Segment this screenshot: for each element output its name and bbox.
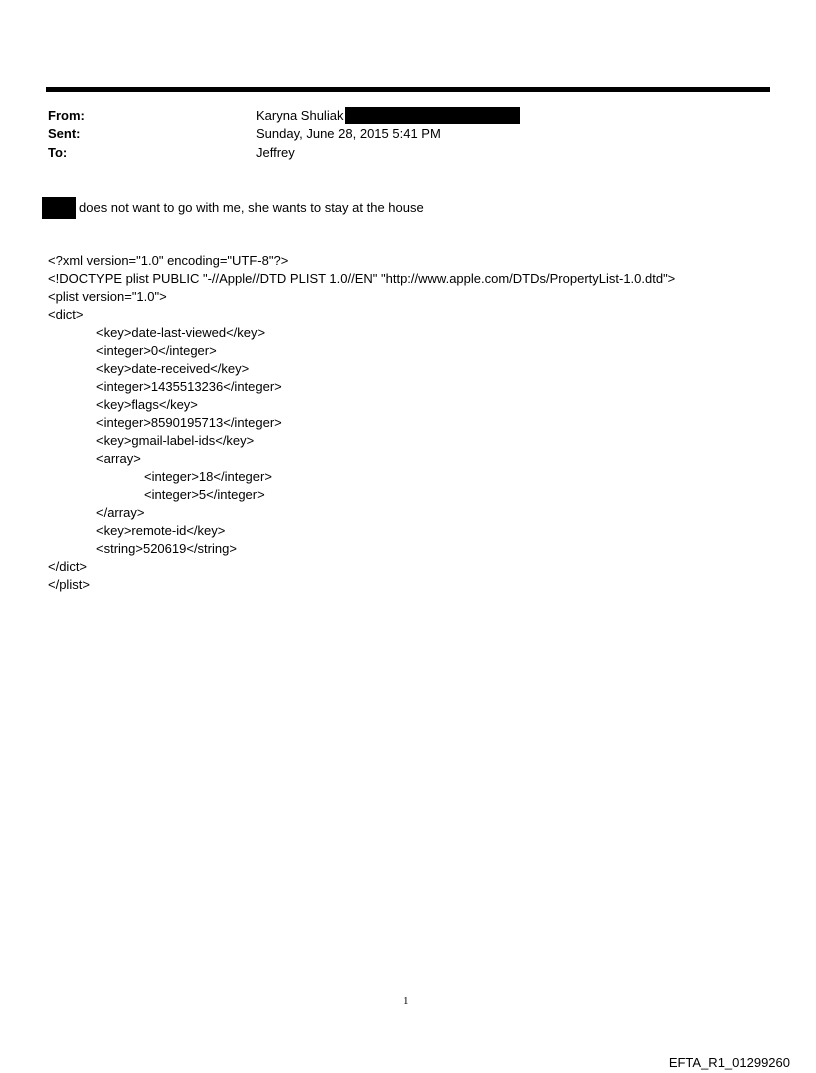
redaction-box: [345, 107, 520, 124]
plist-line: </array>: [96, 505, 145, 520]
plist-line: <!DOCTYPE plist PUBLIC "-//Apple//DTD PLIST 1.0//EN" "http://www.apple.com/DTDs/PropertyList-1.0.dtd">: [48, 271, 676, 286]
plist-line: <?xml version="1.0" encoding="UTF-8"?>: [48, 253, 289, 268]
plist-line: <dict>: [48, 307, 84, 322]
plist-line: <key>date-received</key>: [96, 361, 250, 376]
bates-number: EFTA_R1_01299260: [668, 1055, 790, 1070]
plist-line: <key>remote-id</key>: [96, 523, 226, 538]
to-label: To:: [48, 145, 68, 160]
message-body: [42, 197, 424, 219]
page-number: 1: [403, 995, 409, 1007]
plist-line: <key>gmail-label-ids</key>: [96, 433, 255, 448]
plist-line: <plist version="1.0">: [48, 289, 167, 304]
sent-value: Sunday, June 28, 2015 5:41 PM: [256, 126, 441, 141]
sender-name: Karyna Shuliak: [256, 108, 344, 123]
plist-line: <string>520619</string>: [96, 541, 237, 556]
sent-label: Sent:: [48, 126, 81, 141]
redaction-box: [42, 197, 76, 219]
plist-line: <integer>5</integer>: [144, 487, 265, 502]
message-text: does not want to go with me, she wants to stay at the house: [79, 200, 424, 215]
plist-line: <integer>0</integer>: [96, 343, 217, 358]
from-value: [256, 107, 520, 125]
plist-line: </dict>: [48, 559, 88, 574]
plist-line: <integer>18</integer>: [144, 469, 272, 484]
from-label: From:: [48, 108, 85, 123]
plist-line: <array>: [96, 451, 141, 466]
plist-line: <key>flags</key>: [96, 397, 198, 412]
plist-line: <integer>1435513236</integer>: [96, 379, 282, 394]
header-divider: [46, 87, 770, 92]
plist-code-block: [48, 252, 675, 594]
plist-line: <key>date-last-viewed</key>: [96, 325, 266, 340]
plist-line: </plist>: [48, 577, 90, 592]
plist-line: <integer>8590195713</integer>: [96, 415, 282, 430]
to-value: Jeffrey: [256, 145, 295, 160]
